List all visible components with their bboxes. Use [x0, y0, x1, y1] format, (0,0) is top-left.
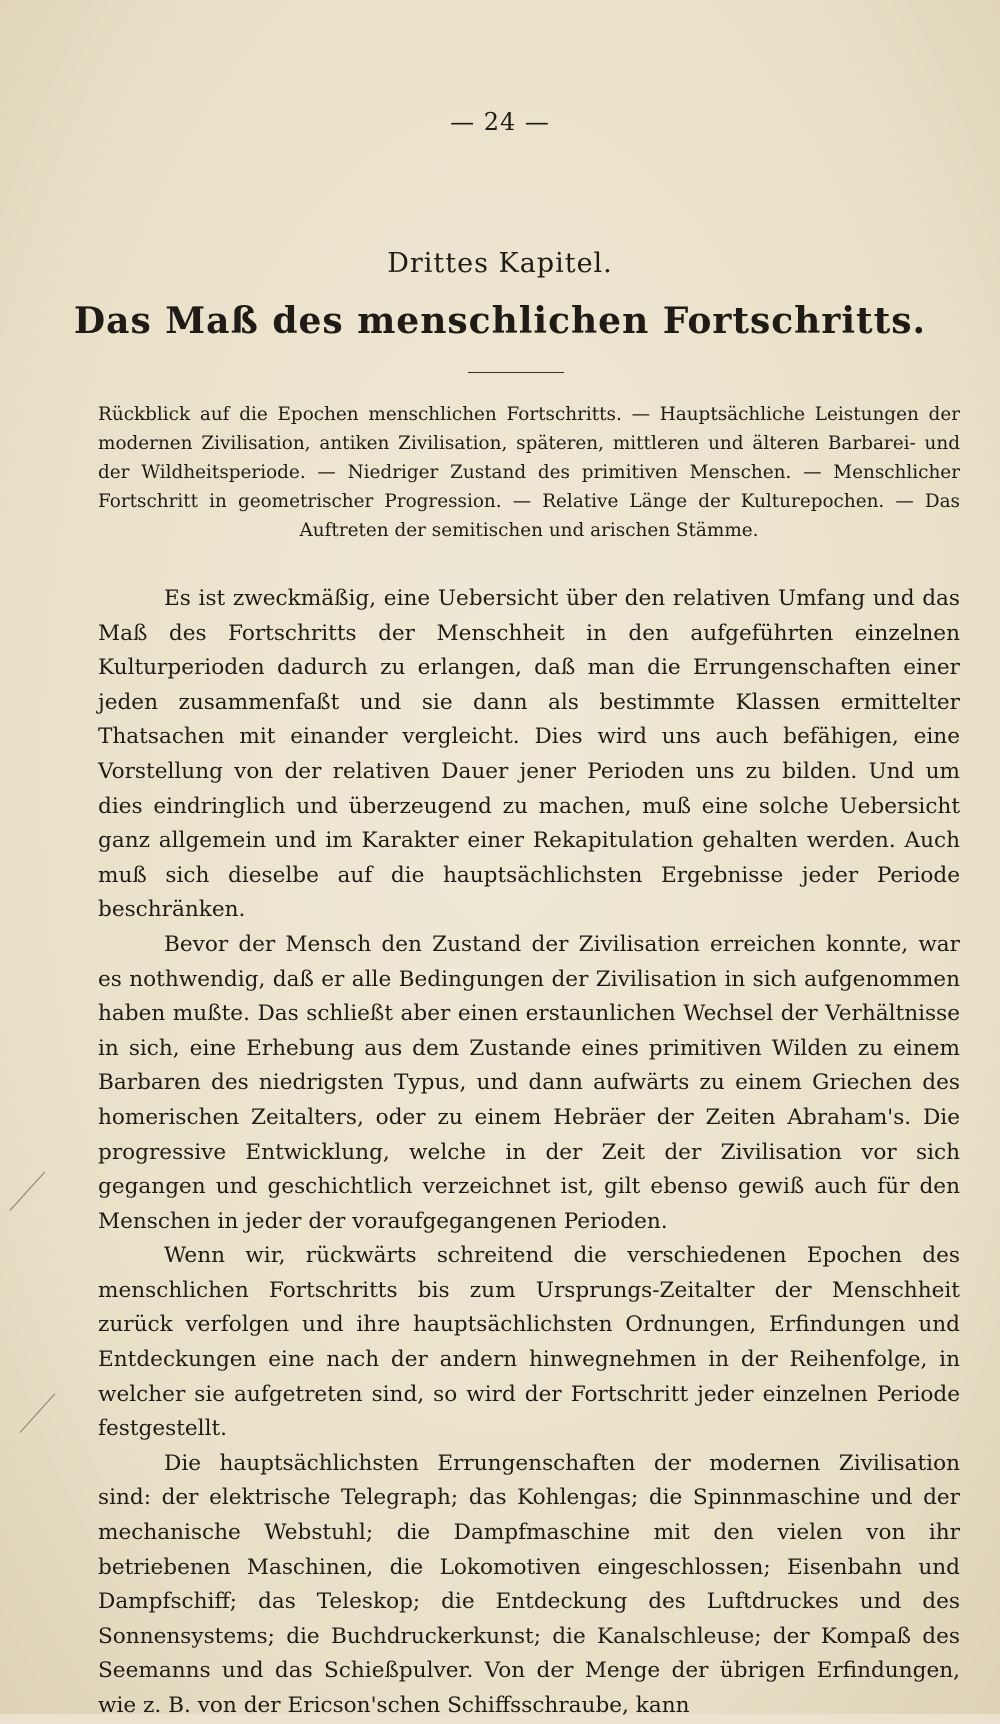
- body-text: [98, 582, 960, 1724]
- paragraph: Es ist zweckmäßig, eine Uebersicht über den relativen Umfang und das Maß des Fortschritts der Menschheit in den aufgeführten einzelnen Kulturperioden dadurch zu erlangen, daß man die Errungenschaften einer jeden zusammenfaßt und sie dann als bestimmte Klassen ermittelter Thatsachen mit einander vergleicht. Dies wird uns auch befähigen, eine Vorstellung von der relativen Dauer jener Perioden uns zu bilden. Und um dies eindringlich und überzeugend zu machen, muß eine solche Uebersicht ganz allgemein und im Karakter einer Rekapitulation gehalten werden. Auch muß sich dieselbe auf die hauptsächlichsten Ergebnisse jeder Periode beschränken.: [98, 586, 960, 923]
- paragraph: Wenn wir, rückwärts schreitend die verschiedenen Epochen des menschlichen Fortschritts bis zum Ursprungs-Zeitalter der Menschheit zurück verfolgen und ihre hauptsächlichsten Ordnungen, Erfindungen und Entdeckungen eine nach der andern hinwegnehmen in der Reihenfolge, in welcher sie aufgetreten sind, so wird der Fortschritt jeder einzelnen Periode festgestellt.: [98, 1243, 960, 1442]
- margin-pencil-mark: [10, 1172, 46, 1211]
- chapter-label: Drittes Kapitel.: [387, 248, 613, 279]
- chapter-title: Das Maß des menschlichen Fortschritts.: [73, 300, 927, 342]
- page-number: — 24 —: [450, 108, 550, 136]
- paragraph: Die hauptsächlichsten Errungenschaften der modernen Zivilisation sind: der elektrische Telegraph; das Kohlengas; die Spinnmaschine und der mechanische Webstuhl; die Dampfmaschine mit den vielen von ihr betriebenen Maschinen, die Lokomotiven eingeschlossen; Eisenbahn und Dampfschiff; das Teleskop; die Entdeckung des Luftdruckes und des Sonnensystems; die Buchdruckerkunst; die Kanalschleuse; der Kompaß des Seemanns und das Schießpulver. Von der Menge der übrigen Erfindungen, wie z. B. von der Ericson'schen Schiffsschraube, kann: [98, 1450, 960, 1718]
- paragraph: Bevor der Mensch den Zustand der Zivilisation erreichen konnte, war es nothwendig, daß er alle Bedingungen der Zivilisation in sich aufgenommen haben mußte. Das schließt aber einen erstaunlichen Wechsel der Verhältnisse in sich, eine Erhebung aus dem Zustande eines primitiven Wilden zu einem Barbaren des niedrigsten Typus, und dann aufwärts zu einem Griechen des homerischen Zeitalters, oder zu einem Hebräer der Zeiten Abraham's. Die progressive Entwicklung, welche in der Zeit der Zivilisation vor sich gegangen und geschichtlich verzeichnet ist, gilt ebenso gewiß auch für den Menschen in jeder der voraufgegangenen Perioden.: [98, 931, 960, 1234]
- chapter-summary: Rückblick auf die Epochen menschlichen Fortschritts. — Hauptsächliche Leistungen der modernen Zivilisation, antiken Zivilisation, späteren, mittleren und älteren Barbarei- und der Wildheitsperiode. — Niedriger Zustand des primitiven Menschen. — Menschlicher Fortschritt in geometrischer Progression. — Relative Länge der Kulturepochen. — Das Auftreten der semitischen und arischen Stämme.: [98, 404, 960, 541]
- margin-pencil-mark: [20, 1394, 56, 1433]
- title-divider: [468, 372, 564, 373]
